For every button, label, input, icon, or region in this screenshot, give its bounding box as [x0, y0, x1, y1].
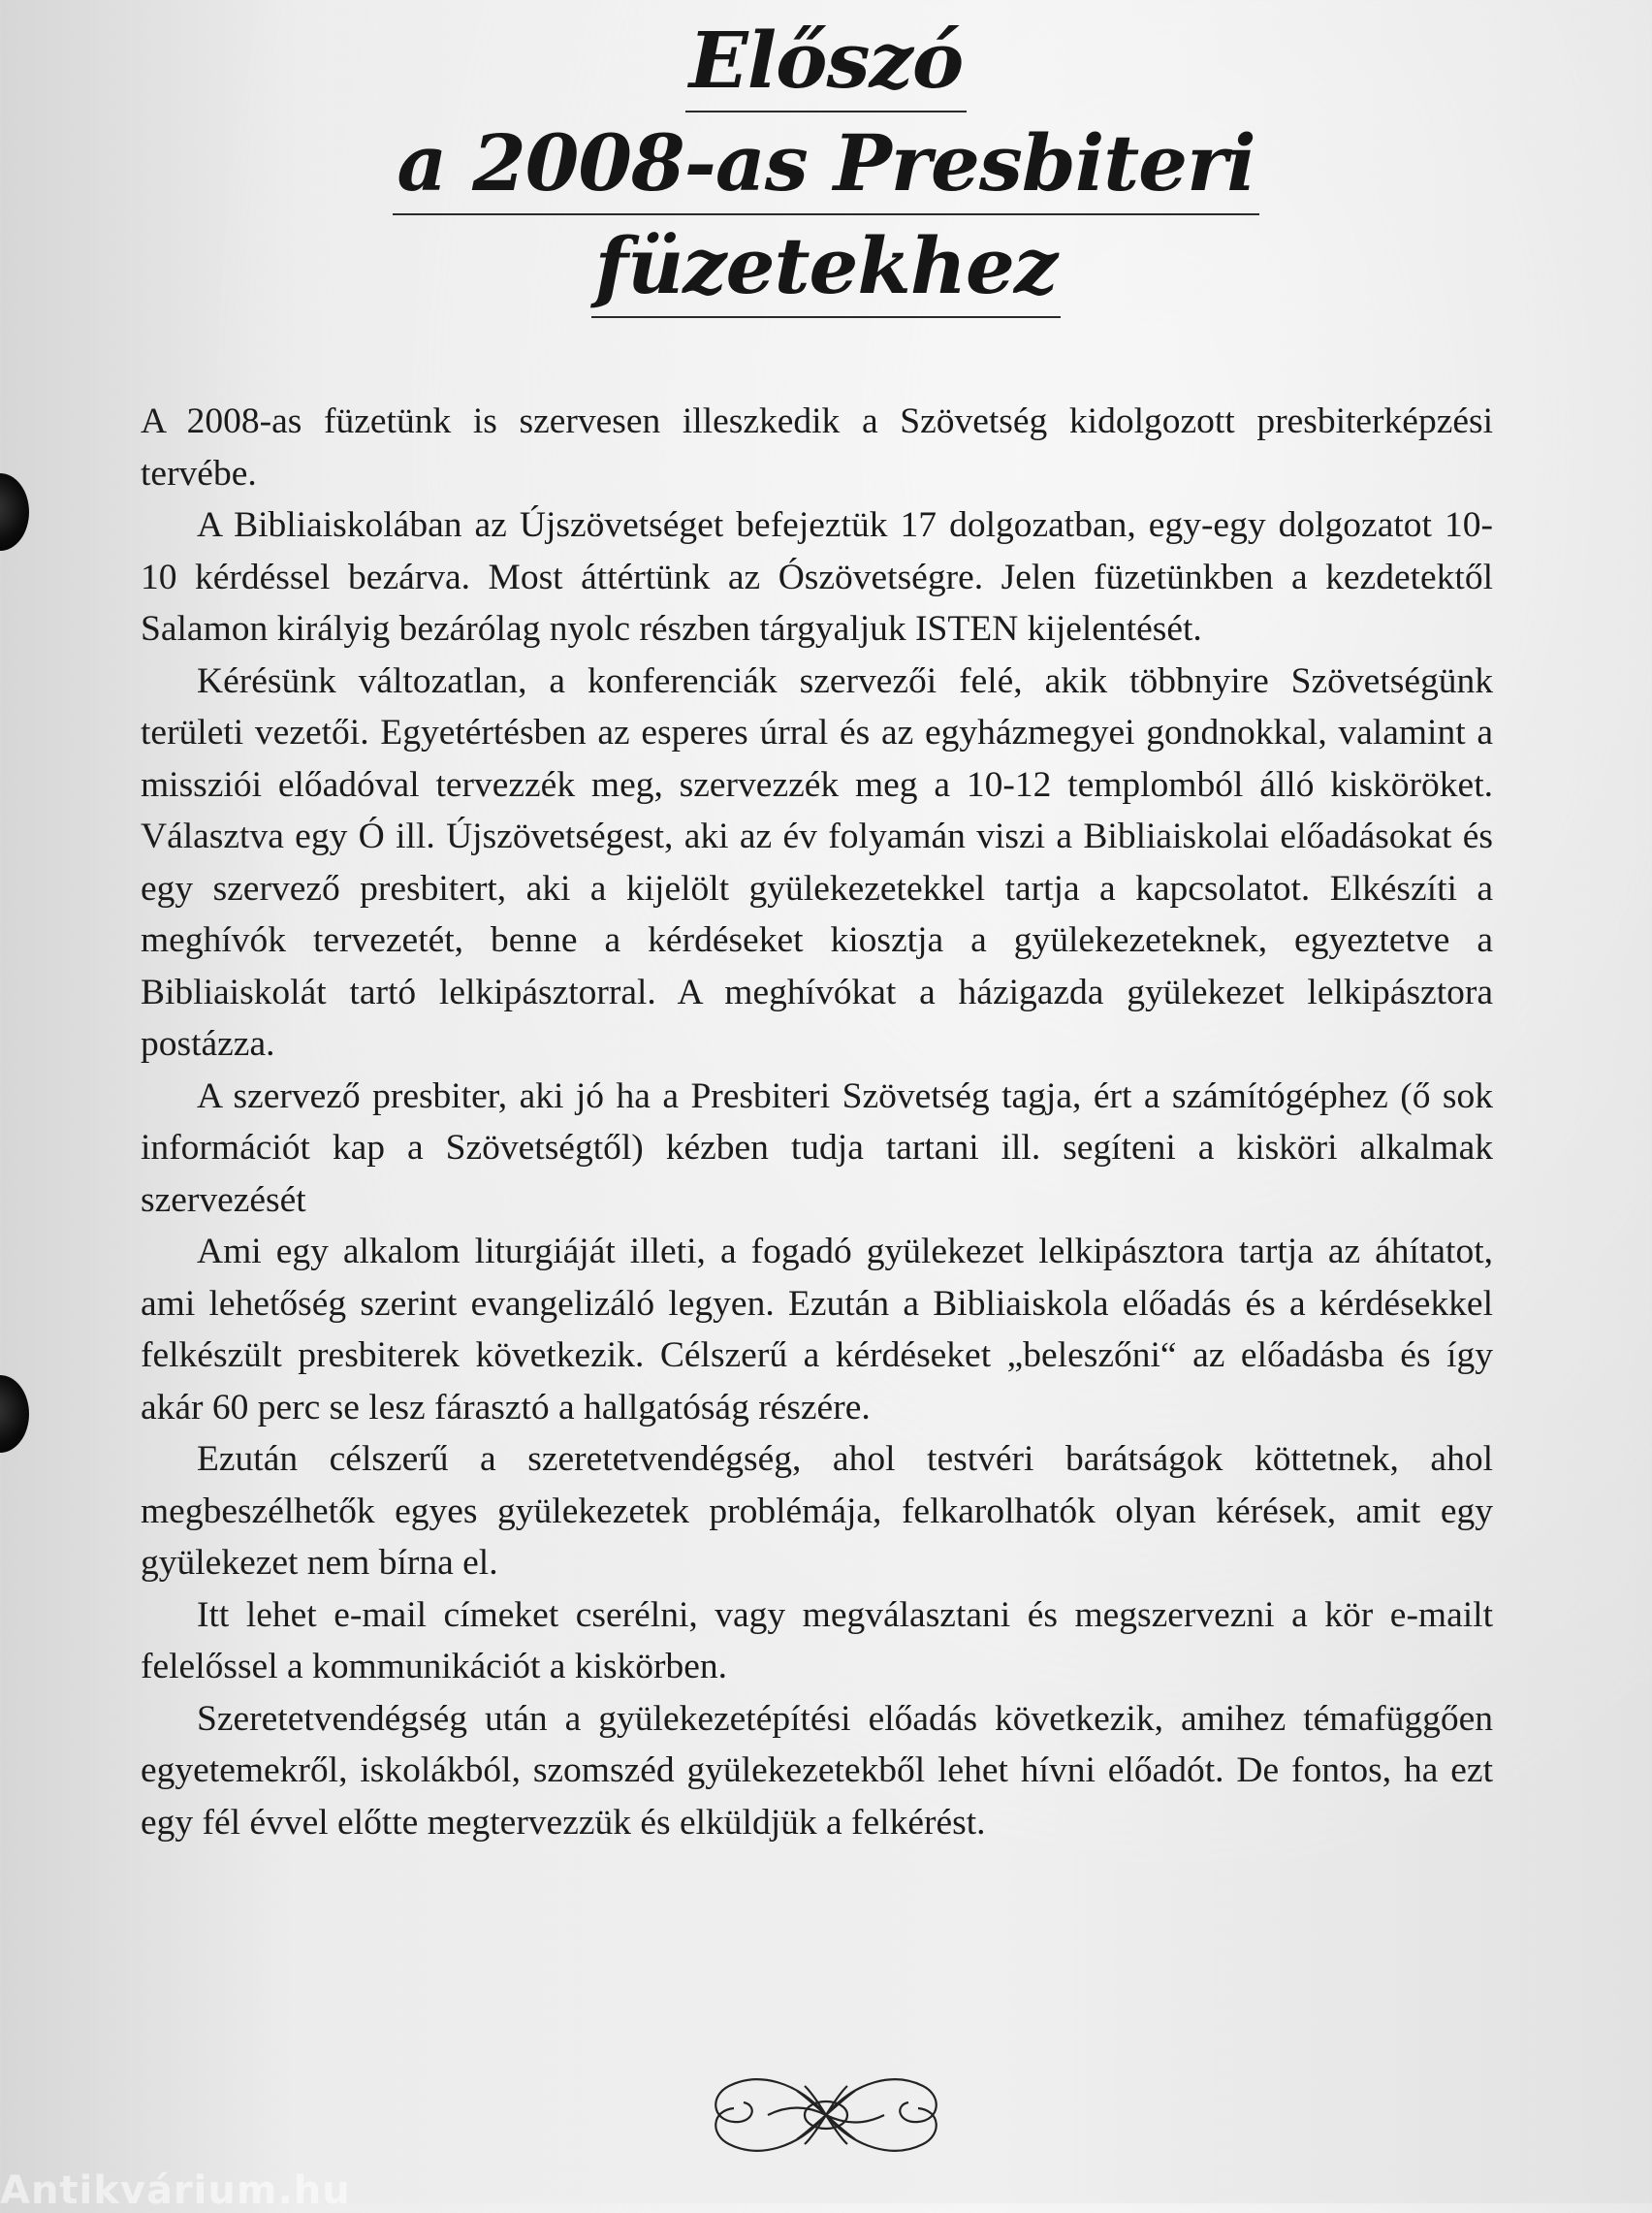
- binder-hole-top: [0, 473, 29, 551]
- title-line-1: Előszó: [685, 10, 968, 112]
- paragraph-7: Itt lehet e-mail címeket cserélni, vagy megválasztani és megszervezni a kör e-mailt felelőssel a kommunikációt a kiskörben.: [141, 1594, 1493, 1686]
- body-text: [141, 396, 1493, 1848]
- watermark: Antikvárium.hu: [0, 2168, 351, 2213]
- flourish-ornament-icon: [700, 2062, 952, 2168]
- paragraph-8: Szeretetvendégség után a gyülekezetépítési előadás következik, amihez témafüggően egyetemekről, iskolákból, szomszéd gyülekezetekből lehet hívni előadót. De fontos, ha ezt egy fél évvel előtte megtervezzük és elküldjük a felkérést.: [141, 1698, 1493, 1843]
- paragraph-4: A szervező presbiter, aki jó ha a Presbiteri Szövetség tagja, ért a számítógéphez (ő sok információt kap a Szövetségtől) kézben tudja tartani ill. segíteni a kisköri alkalmak szervezését: [141, 1075, 1493, 1220]
- title-block: [0, 10, 1652, 318]
- paragraph-6: Ezután célszerű a szeretetvendégség, ahol testvéri barátságok köttetnek, ahol megbeszélhetők egyes gyülekezetek problémája, felkarolhatók olyan kérések, amit egy gyülekezet nem bírna el.: [141, 1439, 1493, 1583]
- paragraph-2: A Bibliaiskolában az Újszövetséget befejeztük 17 dolgozatban, egy-egy dolgozatot 10-10 kérdéssel bezárva. Most áttértünk az Ószövetségre. Jelen füzetünkben a kezdetektől Salamon királyig bezárólag nyolc részben tárgyaljuk ISTEN kijelentését.: [141, 505, 1493, 649]
- title-line-2: a 2008-as Presbiteri: [393, 112, 1258, 215]
- binder-hole-bottom: [0, 1375, 29, 1453]
- title-line-3: füzetekhez: [591, 215, 1062, 318]
- paragraph-1: A 2008-as füzetünk is szervesen illeszkedik a Szövetség kidolgozott presbiterképzési tervébe.: [141, 401, 1493, 494]
- paragraph-5: Ami egy alkalom liturgiáját illeti, a fogadó gyülekezet lelkipásztora tartja az áhítatot, ami lehetőség szerint evangelizáló legyen. Ezután a Bibliaiskola előadás és a kérdésekkel felkészült presbiterek következik. Célszerű a kérdéseket „beleszőni“ az előadásba és így akár 60 perc se lesz fárasztó a hallgatóság részére.: [141, 1232, 1493, 1427]
- paragraph-3: Kérésünk változatlan, a konferenciák szervezői felé, akik többnyire Szövetségünk területi vezetői. Egyetértésben az esperes úrral és az egyházmegyei gondnokkal, valamint a missziói előadóval tervezzék meg, szervezzék meg a 10-12 templomból álló kisköröket. Választva egy Ó ill. Újszövetségest, aki az év folyamán viszi a Bibliaiskolai előadásokat és egy szervező presbitert, aki a kijelölt gyülekezetekkel tartja a kapcsolatot. Elkészíti a meghívók tervezetét, benne a kérdéseket kiosztja a gyülekezeteknek, egyeztetve a Bibliaiskolát tartó lelkipásztorral. A meghívókat a házigazda gyülekezet lelkipásztora postázza.: [141, 660, 1493, 1064]
